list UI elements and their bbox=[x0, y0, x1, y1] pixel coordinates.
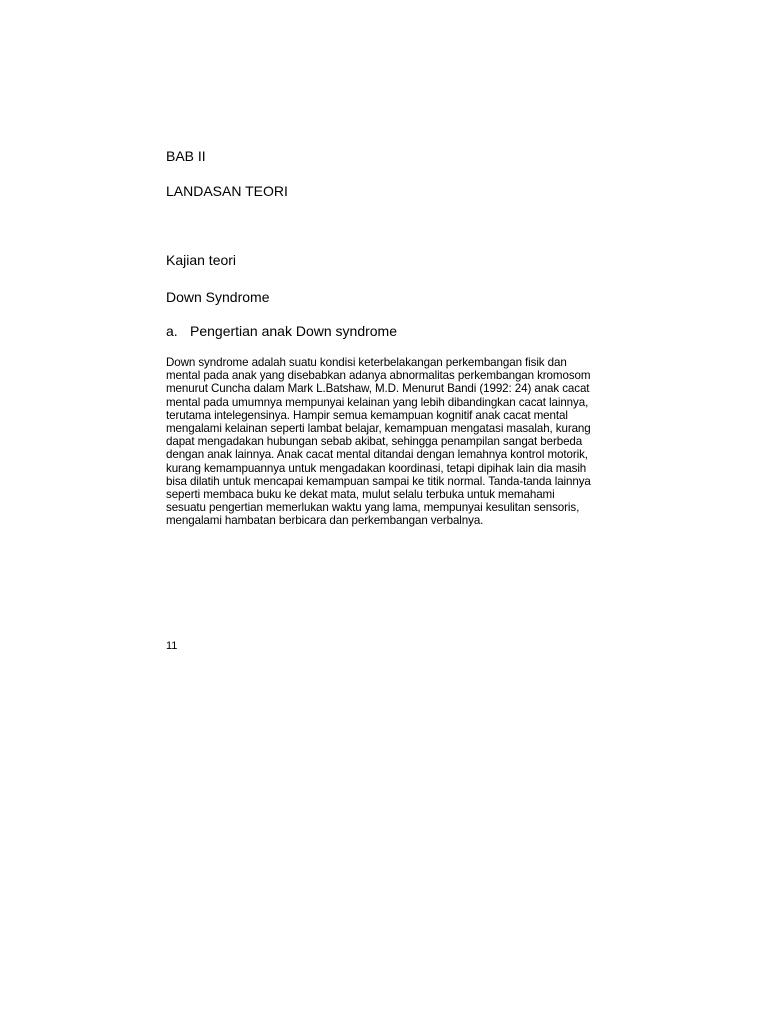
paragraph-line: menurut Cuncha dalam Mark L.Batshaw, M.D. Menurut Bandi (1992: 24) anak cacat bbox=[166, 382, 590, 396]
section-heading: Kajian teori bbox=[166, 252, 237, 268]
paragraph-line: mental pada umumnya mempunyai kelainan yang lebih dibandingkan cacat lainnya, bbox=[166, 395, 589, 409]
body-paragraph bbox=[166, 356, 616, 528]
paragraph-line: seperti membaca buku ke dekat mata, mulut selalu terbuka untuk memahami bbox=[166, 488, 555, 502]
list-item-title: Pengertian anak Down syndrome bbox=[190, 323, 398, 339]
paragraph-line: mengalami kelainan seperti lambat belajar, kemampuan mengatasi masalah, kurang bbox=[166, 422, 591, 436]
subsection-heading: Down Syndrome bbox=[166, 289, 270, 305]
paragraph-line: Down syndrome adalah suatu kondisi keterbelakangan perkembangan fisik dan bbox=[166, 356, 567, 369]
list-item-marker: a. bbox=[166, 323, 178, 339]
page-number: 11 bbox=[166, 640, 178, 652]
list-item-heading bbox=[166, 322, 397, 340]
chapter-label: BAB II bbox=[166, 148, 206, 164]
paragraph-line: dengan anak lainnya. Anak cacat mental ditandai dengan lemahnya kontrol motorik, bbox=[166, 448, 588, 462]
paragraph-line: kurang kemampuannya untuk mengadakan koordinasi, tetapi dipihak lain dia masih bbox=[166, 461, 587, 475]
paragraph-line: bisa dilatih untuk mencapai kemampuan sampai ke titik normal. Tanda-tanda lainnya bbox=[166, 474, 591, 488]
chapter-title: LANDASAN TEORI bbox=[166, 183, 288, 199]
paragraph-line: mental pada anak yang disebabkan adanya abnormalitas perkembangan kromosom bbox=[166, 369, 591, 383]
paragraph-line: dapat mengadakan hubungan sebab akibat, sehingga penampilan sangat berbeda bbox=[166, 435, 583, 449]
paragraph-line: sesuatu pengertian memerlukan waktu yang lama, mempunyai kesulitan sensoris, bbox=[166, 501, 580, 515]
paragraph-line: mengalami hambatan berbicara dan perkembangan verbalnya. bbox=[166, 514, 484, 528]
paragraph-line: terutama intelegensinya. Hampir semua kemampuan kognitif anak cacat mental bbox=[166, 408, 568, 422]
